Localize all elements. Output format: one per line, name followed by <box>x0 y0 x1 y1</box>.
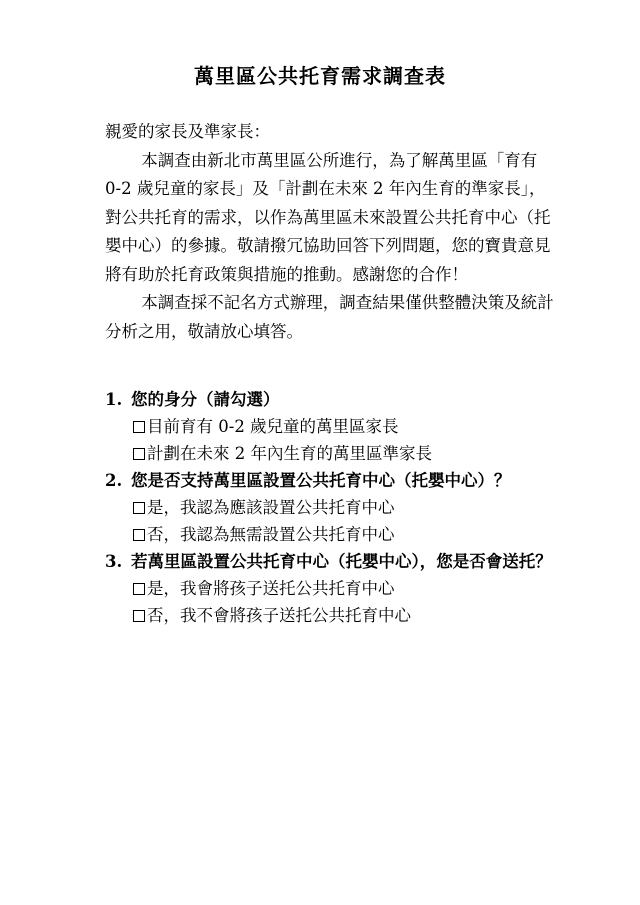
question-2 <box>105 467 555 548</box>
question-1 <box>105 386 555 467</box>
intro-paragraph-1: 本調查由新北市萬里區公所進行，為了解萬里區「育有 0-2 歲兒童的家長」及「計劃在未來 2 年內生育的準家長」，對公共托育的需求，以作為萬里區未來設置公共托育中心（托嬰中心）的參據。敬請撥冗協助回答下列問題，您的寶貴意見將有助於托育政策與措施的推動。感謝您的合作！ <box>105 150 551 284</box>
option-label: 計劃在未來 2 年內生育的萬里區準家長 <box>147 444 432 463</box>
question-text: 若萬里區設置公共托育中心（托嬰中心），您是否會送托？ <box>131 552 552 571</box>
intro-paragraph-2: 本調查採不記名方式辦理，調查結果僅供整體決策及統計分析之用，敬請放心填答。 <box>105 293 554 341</box>
question-3-option-1[interactable] <box>105 575 555 602</box>
question-3-option-2[interactable] <box>105 602 555 629</box>
option-label: 是，我認為應該設置公共托育中心 <box>147 498 395 517</box>
questions-section <box>105 386 555 629</box>
question-3-title <box>105 548 555 575</box>
intro-section <box>105 118 555 346</box>
greeting: 親愛的家長及準家長： <box>105 122 270 141</box>
question-3 <box>105 548 555 629</box>
checkbox-empty-icon[interactable] <box>133 421 145 433</box>
question-number: 3. <box>105 552 123 571</box>
question-2-option-1[interactable] <box>105 494 555 521</box>
question-1-title <box>105 386 555 413</box>
checkbox-empty-icon[interactable] <box>133 448 145 460</box>
checkbox-empty-icon[interactable] <box>133 583 145 595</box>
question-number: 1. <box>105 390 123 409</box>
question-number: 2. <box>105 471 123 490</box>
checkbox-empty-icon[interactable] <box>133 610 145 622</box>
checkbox-empty-icon[interactable] <box>133 502 145 514</box>
question-text: 您是否支持萬里區設置公共托育中心（托嬰中心）？ <box>131 471 511 490</box>
document-title: 萬里區公共托育需求調查表 <box>194 64 446 88</box>
question-text: 您的身分（請勾選） <box>131 390 280 409</box>
option-label: 否，我認為無需設置公共托育中心 <box>147 525 395 544</box>
option-label: 否，我不會將孩子送托公共托育中心 <box>147 606 411 625</box>
question-2-option-2[interactable] <box>105 521 555 548</box>
question-1-option-2[interactable] <box>105 440 555 467</box>
checkbox-empty-icon[interactable] <box>133 529 145 541</box>
question-2-title <box>105 467 555 494</box>
question-1-option-1[interactable] <box>105 413 555 440</box>
option-label: 是，我會將孩子送托公共托育中心 <box>147 579 395 598</box>
option-label: 目前育有 0-2 歲兒童的萬里區家長 <box>147 417 399 436</box>
